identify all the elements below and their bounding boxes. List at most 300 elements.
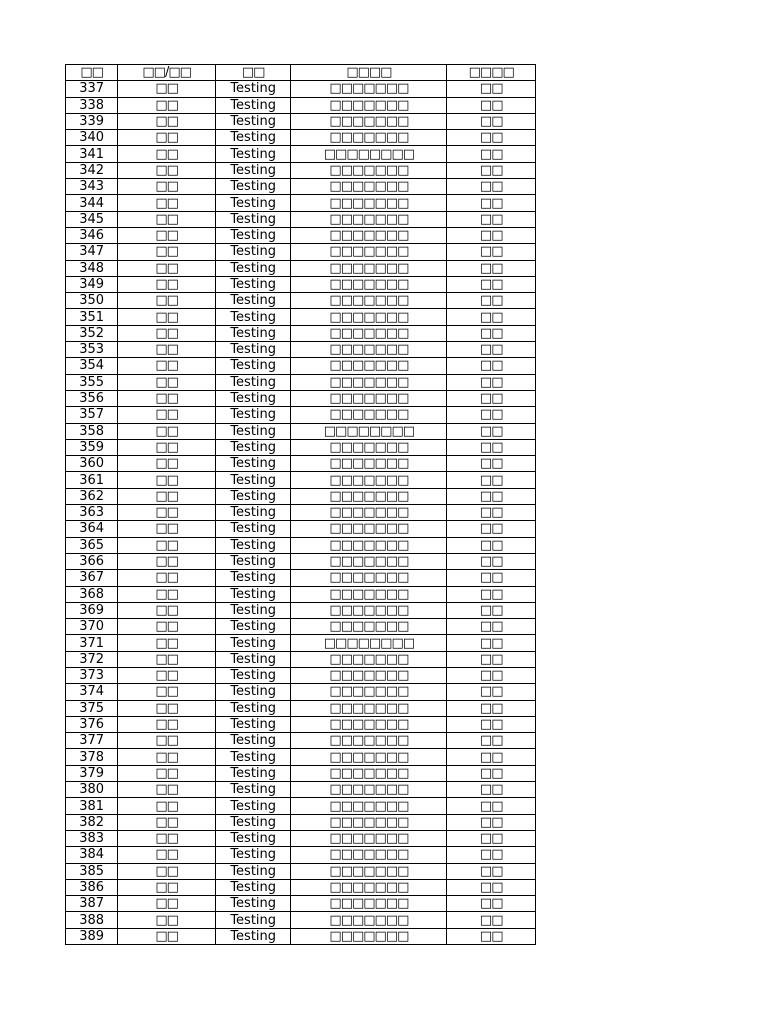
cell-type: Testing bbox=[215, 830, 290, 846]
table-row bbox=[66, 553, 536, 569]
cell-description: □□□□□□□ bbox=[291, 879, 447, 895]
cell-index: 373 bbox=[66, 667, 118, 683]
table-row bbox=[66, 81, 536, 97]
cell-category: □□ bbox=[118, 553, 216, 569]
cell-type: Testing bbox=[215, 342, 290, 358]
cell-description: □□□□□□□ bbox=[291, 798, 447, 814]
cell-index: 370 bbox=[66, 619, 118, 635]
cell-index: 341 bbox=[66, 146, 118, 162]
cell-description: □□□□□□□ bbox=[291, 896, 447, 912]
cell-description: □□□□□□□ bbox=[291, 179, 447, 195]
cell-category: □□ bbox=[118, 374, 216, 390]
cell-type: Testing bbox=[215, 113, 290, 129]
cell-description: □□□□□□□ bbox=[291, 521, 447, 537]
cell-index: 383 bbox=[66, 830, 118, 846]
cell-status: □□ bbox=[447, 81, 536, 97]
table-row bbox=[66, 830, 536, 846]
cell-type: Testing bbox=[215, 456, 290, 472]
table-row bbox=[66, 667, 536, 683]
cell-status: □□ bbox=[447, 586, 536, 602]
cell-type: Testing bbox=[215, 863, 290, 879]
cell-index: 372 bbox=[66, 651, 118, 667]
cell-status: □□ bbox=[447, 667, 536, 683]
cell-status: □□ bbox=[447, 227, 536, 243]
cell-category: □□ bbox=[118, 700, 216, 716]
cell-index: 366 bbox=[66, 553, 118, 569]
cell-status: □□ bbox=[447, 293, 536, 309]
cell-description: □□□□□□□ bbox=[291, 570, 447, 586]
cell-index: 345 bbox=[66, 211, 118, 227]
cell-index: 359 bbox=[66, 439, 118, 455]
cell-category: □□ bbox=[118, 879, 216, 895]
cell-category: □□ bbox=[118, 782, 216, 798]
cell-status: □□ bbox=[447, 765, 536, 781]
table-row bbox=[66, 97, 536, 113]
cell-type: Testing bbox=[215, 97, 290, 113]
header-cell-status: □□□□ bbox=[447, 65, 536, 81]
cell-description: □□□□□□□ bbox=[291, 113, 447, 129]
header-row bbox=[66, 65, 536, 81]
cell-type: Testing bbox=[215, 537, 290, 553]
cell-description: □□□□□□□ bbox=[291, 97, 447, 113]
cell-type: Testing bbox=[215, 586, 290, 602]
cell-type: Testing bbox=[215, 325, 290, 341]
cell-category: □□ bbox=[118, 130, 216, 146]
cell-category: □□ bbox=[118, 423, 216, 439]
cell-description: □□□□□□□ bbox=[291, 863, 447, 879]
cell-status: □□ bbox=[447, 488, 536, 504]
cell-status: □□ bbox=[447, 798, 536, 814]
table-row bbox=[66, 912, 536, 928]
cell-description: □□□□□□□ bbox=[291, 227, 447, 243]
cell-status: □□ bbox=[447, 162, 536, 178]
cell-category: □□ bbox=[118, 309, 216, 325]
header-cell-category: □□/□□ bbox=[118, 65, 216, 81]
cell-status: □□ bbox=[447, 830, 536, 846]
cell-description: □□□□□□□ bbox=[291, 130, 447, 146]
table-row bbox=[66, 358, 536, 374]
cell-status: □□ bbox=[447, 537, 536, 553]
table-row bbox=[66, 765, 536, 781]
cell-status: □□ bbox=[447, 651, 536, 667]
cell-description: □□□□□□□ bbox=[291, 407, 447, 423]
cell-index: 340 bbox=[66, 130, 118, 146]
cell-description: □□□□□□□□ bbox=[291, 146, 447, 162]
cell-category: □□ bbox=[118, 488, 216, 504]
cell-description: □□□□□□□ bbox=[291, 765, 447, 781]
cell-index: 352 bbox=[66, 325, 118, 341]
cell-status: □□ bbox=[447, 244, 536, 260]
cell-index: 338 bbox=[66, 97, 118, 113]
cell-type: Testing bbox=[215, 472, 290, 488]
cell-category: □□ bbox=[118, 472, 216, 488]
cell-index: 348 bbox=[66, 260, 118, 276]
cell-status: □□ bbox=[447, 635, 536, 651]
cell-index: 375 bbox=[66, 700, 118, 716]
cell-category: □□ bbox=[118, 162, 216, 178]
cell-status: □□ bbox=[447, 309, 536, 325]
cell-type: Testing bbox=[215, 244, 290, 260]
cell-category: □□ bbox=[118, 684, 216, 700]
cell-category: □□ bbox=[118, 847, 216, 863]
cell-type: Testing bbox=[215, 570, 290, 586]
cell-category: □□ bbox=[118, 358, 216, 374]
cell-index: 388 bbox=[66, 912, 118, 928]
cell-index: 380 bbox=[66, 782, 118, 798]
cell-category: □□ bbox=[118, 276, 216, 292]
cell-description: □□□□□□□ bbox=[291, 293, 447, 309]
cell-description: □□□□□□□ bbox=[291, 488, 447, 504]
cell-type: Testing bbox=[215, 227, 290, 243]
cell-status: □□ bbox=[447, 716, 536, 732]
table-row bbox=[66, 570, 536, 586]
cell-type: Testing bbox=[215, 896, 290, 912]
cell-category: □□ bbox=[118, 733, 216, 749]
cell-description: □□□□□□□ bbox=[291, 325, 447, 341]
cell-status: □□ bbox=[447, 749, 536, 765]
table-row bbox=[66, 113, 536, 129]
cell-index: 342 bbox=[66, 162, 118, 178]
table-row bbox=[66, 146, 536, 162]
cell-description: □□□□□□□ bbox=[291, 537, 447, 553]
cell-type: Testing bbox=[215, 553, 290, 569]
cell-index: 368 bbox=[66, 586, 118, 602]
table-row bbox=[66, 814, 536, 830]
cell-category: □□ bbox=[118, 227, 216, 243]
cell-index: 362 bbox=[66, 488, 118, 504]
cell-type: Testing bbox=[215, 407, 290, 423]
cell-status: □□ bbox=[447, 179, 536, 195]
table-row bbox=[66, 456, 536, 472]
cell-status: □□ bbox=[447, 390, 536, 406]
cell-index: 369 bbox=[66, 602, 118, 618]
cell-type: Testing bbox=[215, 358, 290, 374]
cell-type: Testing bbox=[215, 260, 290, 276]
cell-category: □□ bbox=[118, 146, 216, 162]
cell-type: Testing bbox=[215, 374, 290, 390]
cell-status: □□ bbox=[447, 928, 536, 944]
table-row bbox=[66, 374, 536, 390]
table-row bbox=[66, 619, 536, 635]
table-row bbox=[66, 309, 536, 325]
cell-category: □□ bbox=[118, 667, 216, 683]
cell-description: □□□□□□□ bbox=[291, 847, 447, 863]
cell-status: □□ bbox=[447, 423, 536, 439]
cell-index: 376 bbox=[66, 716, 118, 732]
cell-type: Testing bbox=[215, 814, 290, 830]
cell-type: Testing bbox=[215, 879, 290, 895]
cell-description: □□□□□□□ bbox=[291, 928, 447, 944]
table-row bbox=[66, 390, 536, 406]
cell-status: □□ bbox=[447, 374, 536, 390]
cell-description: □□□□□□□ bbox=[291, 439, 447, 455]
cell-index: 358 bbox=[66, 423, 118, 439]
cell-index: 382 bbox=[66, 814, 118, 830]
cell-description: □□□□□□□ bbox=[291, 684, 447, 700]
cell-status: □□ bbox=[447, 847, 536, 863]
cell-description: □□□□□□□ bbox=[291, 782, 447, 798]
cell-category: □□ bbox=[118, 570, 216, 586]
cell-index: 367 bbox=[66, 570, 118, 586]
cell-index: 363 bbox=[66, 505, 118, 521]
cell-index: 343 bbox=[66, 179, 118, 195]
cell-description: □□□□□□□ bbox=[291, 276, 447, 292]
cell-index: 357 bbox=[66, 407, 118, 423]
cell-description: □□□□□□□ bbox=[291, 260, 447, 276]
cell-category: □□ bbox=[118, 260, 216, 276]
cell-index: 377 bbox=[66, 733, 118, 749]
cell-category: □□ bbox=[118, 521, 216, 537]
cell-description: □□□□□□□ bbox=[291, 586, 447, 602]
cell-type: Testing bbox=[215, 276, 290, 292]
cell-status: □□ bbox=[447, 456, 536, 472]
cell-index: 360 bbox=[66, 456, 118, 472]
cell-type: Testing bbox=[215, 716, 290, 732]
table-row bbox=[66, 651, 536, 667]
cell-type: Testing bbox=[215, 684, 290, 700]
cell-category: □□ bbox=[118, 586, 216, 602]
cell-type: Testing bbox=[215, 488, 290, 504]
cell-index: 350 bbox=[66, 293, 118, 309]
cell-description: □□□□□□□ bbox=[291, 244, 447, 260]
cell-index: 385 bbox=[66, 863, 118, 879]
cell-category: □□ bbox=[118, 325, 216, 341]
cell-type: Testing bbox=[215, 81, 290, 97]
cell-description: □□□□□□□ bbox=[291, 700, 447, 716]
table-row bbox=[66, 537, 536, 553]
cell-status: □□ bbox=[447, 896, 536, 912]
cell-status: □□ bbox=[447, 439, 536, 455]
cell-index: 361 bbox=[66, 472, 118, 488]
cell-status: □□ bbox=[447, 113, 536, 129]
cell-index: 339 bbox=[66, 113, 118, 129]
header-cell-description: □□□□ bbox=[291, 65, 447, 81]
cell-description: □□□□□□□ bbox=[291, 505, 447, 521]
cell-category: □□ bbox=[118, 830, 216, 846]
cell-status: □□ bbox=[447, 472, 536, 488]
cell-type: Testing bbox=[215, 293, 290, 309]
cell-description: □□□□□□□ bbox=[291, 390, 447, 406]
cell-index: 386 bbox=[66, 879, 118, 895]
cell-index: 378 bbox=[66, 749, 118, 765]
cell-description: □□□□□□□ bbox=[291, 733, 447, 749]
cell-description: □□□□□□□ bbox=[291, 602, 447, 618]
cell-description: □□□□□□□□ bbox=[291, 423, 447, 439]
cell-description: □□□□□□□ bbox=[291, 619, 447, 635]
cell-category: □□ bbox=[118, 798, 216, 814]
cell-description: □□□□□□□ bbox=[291, 472, 447, 488]
cell-index: 389 bbox=[66, 928, 118, 944]
cell-type: Testing bbox=[215, 798, 290, 814]
table-row bbox=[66, 227, 536, 243]
cell-category: □□ bbox=[118, 407, 216, 423]
cell-type: Testing bbox=[215, 928, 290, 944]
cell-index: 353 bbox=[66, 342, 118, 358]
cell-index: 371 bbox=[66, 635, 118, 651]
cell-status: □□ bbox=[447, 260, 536, 276]
cell-type: Testing bbox=[215, 700, 290, 716]
cell-type: Testing bbox=[215, 749, 290, 765]
cell-status: □□ bbox=[447, 553, 536, 569]
cell-category: □□ bbox=[118, 537, 216, 553]
cell-category: □□ bbox=[118, 635, 216, 651]
table-row bbox=[66, 521, 536, 537]
cell-category: □□ bbox=[118, 244, 216, 260]
table-row bbox=[66, 195, 536, 211]
cell-index: 349 bbox=[66, 276, 118, 292]
cell-status: □□ bbox=[447, 814, 536, 830]
cell-category: □□ bbox=[118, 113, 216, 129]
cell-category: □□ bbox=[118, 293, 216, 309]
cell-type: Testing bbox=[215, 195, 290, 211]
cell-category: □□ bbox=[118, 619, 216, 635]
cell-category: □□ bbox=[118, 765, 216, 781]
cell-index: 365 bbox=[66, 537, 118, 553]
cell-type: Testing bbox=[215, 765, 290, 781]
cell-description: □□□□□□□ bbox=[291, 195, 447, 211]
table-row bbox=[66, 733, 536, 749]
cell-type: Testing bbox=[215, 390, 290, 406]
cell-description: □□□□□□□ bbox=[291, 667, 447, 683]
cell-description: □□□□□□□ bbox=[291, 358, 447, 374]
cell-description: □□□□□□□ bbox=[291, 651, 447, 667]
cell-category: □□ bbox=[118, 195, 216, 211]
cell-category: □□ bbox=[118, 749, 216, 765]
table-row bbox=[66, 586, 536, 602]
table-row bbox=[66, 700, 536, 716]
cell-status: □□ bbox=[447, 407, 536, 423]
table-row bbox=[66, 863, 536, 879]
table-row bbox=[66, 847, 536, 863]
cell-index: 356 bbox=[66, 390, 118, 406]
spreadsheet-page bbox=[65, 64, 536, 945]
cell-status: □□ bbox=[447, 602, 536, 618]
cell-status: □□ bbox=[447, 130, 536, 146]
cell-type: Testing bbox=[215, 782, 290, 798]
cell-type: Testing bbox=[215, 179, 290, 195]
cell-category: □□ bbox=[118, 456, 216, 472]
table-row bbox=[66, 407, 536, 423]
cell-type: Testing bbox=[215, 211, 290, 227]
cell-type: Testing bbox=[215, 667, 290, 683]
cell-type: Testing bbox=[215, 521, 290, 537]
cell-description: □□□□□□□ bbox=[291, 749, 447, 765]
cell-index: 381 bbox=[66, 798, 118, 814]
cell-description: □□□□□□□ bbox=[291, 716, 447, 732]
cell-status: □□ bbox=[447, 276, 536, 292]
table-row bbox=[66, 749, 536, 765]
table-row bbox=[66, 488, 536, 504]
table-row bbox=[66, 276, 536, 292]
cell-category: □□ bbox=[118, 81, 216, 97]
cell-status: □□ bbox=[447, 879, 536, 895]
cell-status: □□ bbox=[447, 342, 536, 358]
cell-description: □□□□□□□□ bbox=[291, 635, 447, 651]
table-row bbox=[66, 162, 536, 178]
cell-type: Testing bbox=[215, 619, 290, 635]
header-cell-index: □□ bbox=[66, 65, 118, 81]
cell-category: □□ bbox=[118, 896, 216, 912]
cell-description: □□□□□□□ bbox=[291, 162, 447, 178]
cell-status: □□ bbox=[447, 684, 536, 700]
table-row bbox=[66, 439, 536, 455]
table-row bbox=[66, 342, 536, 358]
cell-type: Testing bbox=[215, 309, 290, 325]
cell-type: Testing bbox=[215, 635, 290, 651]
cell-index: 354 bbox=[66, 358, 118, 374]
table-row bbox=[66, 684, 536, 700]
cell-category: □□ bbox=[118, 928, 216, 944]
cell-index: 337 bbox=[66, 81, 118, 97]
cell-type: Testing bbox=[215, 651, 290, 667]
table-row bbox=[66, 602, 536, 618]
cell-category: □□ bbox=[118, 179, 216, 195]
cell-status: □□ bbox=[447, 521, 536, 537]
data-table bbox=[65, 64, 536, 945]
cell-status: □□ bbox=[447, 358, 536, 374]
cell-status: □□ bbox=[447, 325, 536, 341]
cell-status: □□ bbox=[447, 97, 536, 113]
table-row bbox=[66, 472, 536, 488]
table-row bbox=[66, 423, 536, 439]
table-row bbox=[66, 244, 536, 260]
cell-status: □□ bbox=[447, 619, 536, 635]
cell-index: 344 bbox=[66, 195, 118, 211]
cell-description: □□□□□□□ bbox=[291, 81, 447, 97]
table-row bbox=[66, 505, 536, 521]
table-row bbox=[66, 325, 536, 341]
cell-description: □□□□□□□ bbox=[291, 830, 447, 846]
cell-description: □□□□□□□ bbox=[291, 456, 447, 472]
table-row bbox=[66, 896, 536, 912]
cell-category: □□ bbox=[118, 97, 216, 113]
cell-type: Testing bbox=[215, 146, 290, 162]
cell-status: □□ bbox=[447, 211, 536, 227]
cell-category: □□ bbox=[118, 505, 216, 521]
table-row bbox=[66, 211, 536, 227]
cell-type: Testing bbox=[215, 423, 290, 439]
cell-status: □□ bbox=[447, 146, 536, 162]
table-body bbox=[66, 81, 536, 945]
table-row bbox=[66, 798, 536, 814]
cell-status: □□ bbox=[447, 700, 536, 716]
cell-index: 355 bbox=[66, 374, 118, 390]
cell-category: □□ bbox=[118, 211, 216, 227]
cell-category: □□ bbox=[118, 439, 216, 455]
cell-category: □□ bbox=[118, 863, 216, 879]
cell-description: □□□□□□□ bbox=[291, 211, 447, 227]
cell-index: 384 bbox=[66, 847, 118, 863]
cell-category: □□ bbox=[118, 814, 216, 830]
table-row bbox=[66, 293, 536, 309]
cell-status: □□ bbox=[447, 733, 536, 749]
cell-type: Testing bbox=[215, 912, 290, 928]
cell-description: □□□□□□□ bbox=[291, 342, 447, 358]
header-cell-type: □□ bbox=[215, 65, 290, 81]
cell-index: 347 bbox=[66, 244, 118, 260]
table-row bbox=[66, 179, 536, 195]
cell-description: □□□□□□□ bbox=[291, 309, 447, 325]
cell-index: 351 bbox=[66, 309, 118, 325]
cell-type: Testing bbox=[215, 847, 290, 863]
cell-status: □□ bbox=[447, 912, 536, 928]
cell-category: □□ bbox=[118, 390, 216, 406]
cell-type: Testing bbox=[215, 162, 290, 178]
cell-status: □□ bbox=[447, 863, 536, 879]
cell-category: □□ bbox=[118, 602, 216, 618]
cell-description: □□□□□□□ bbox=[291, 374, 447, 390]
cell-category: □□ bbox=[118, 342, 216, 358]
